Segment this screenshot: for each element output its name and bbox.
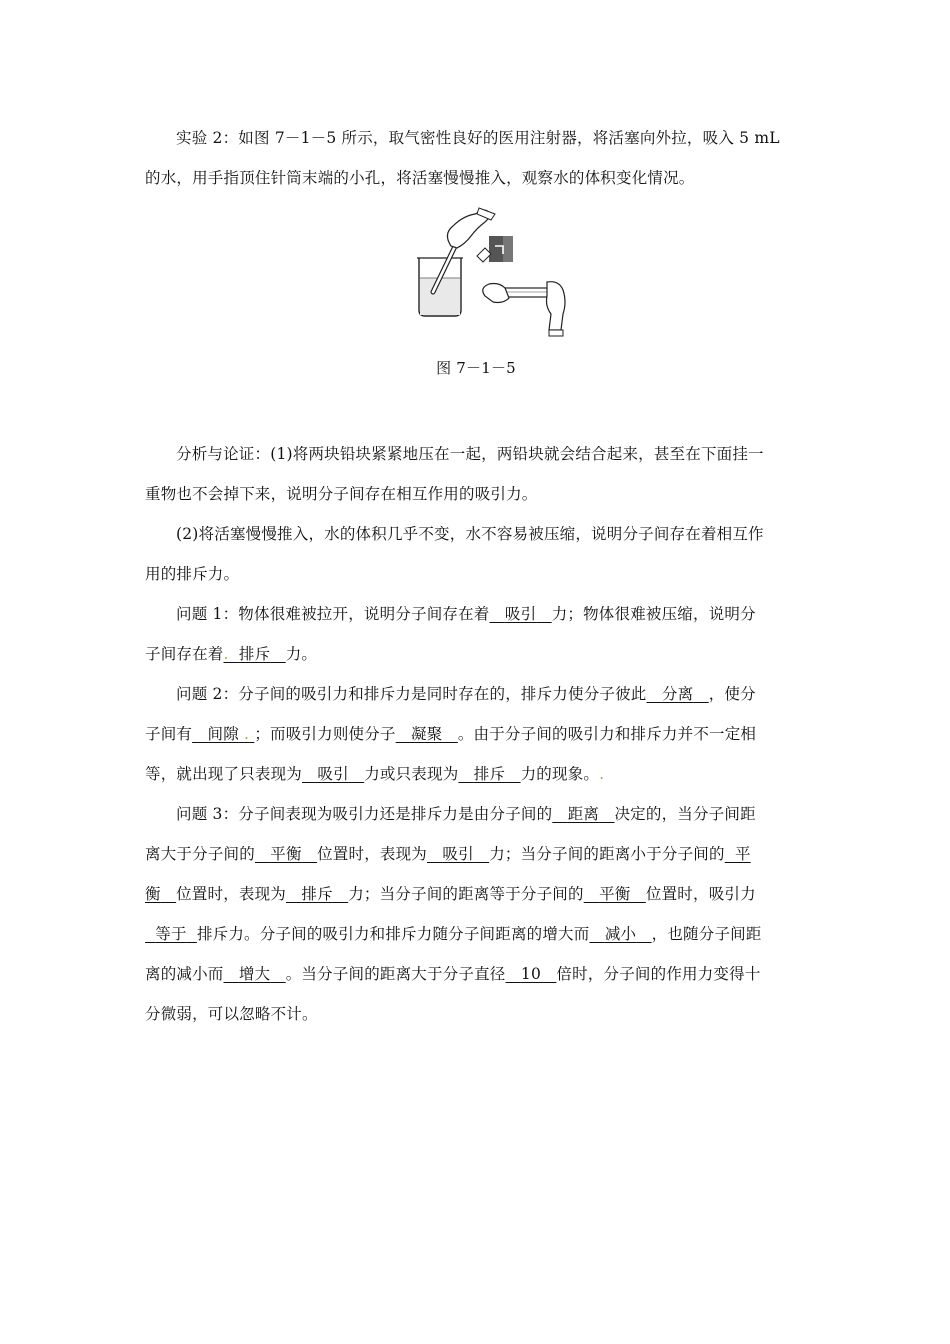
- question3-line1: [145, 794, 807, 834]
- q2-blank-2: 间隙 .: [207, 725, 250, 743]
- q3-text-j: 排斥力。分子间的吸引力和排斥力随分子间距离的增大而: [196, 925, 590, 943]
- q3-blank-4b: 衡: [145, 885, 161, 903]
- question3-line5: [145, 954, 807, 994]
- question1-line1: [145, 594, 807, 634]
- syringe-figure: [145, 206, 807, 356]
- q3-text-k: ，也随分子间距: [651, 925, 762, 943]
- q2-text-d: 子间有: [145, 725, 193, 743]
- analysis-p2-line2: 用的排斥力。: [145, 565, 240, 583]
- document-page: [145, 118, 807, 1034]
- q3-blank-2: 平衡: [270, 845, 302, 863]
- q3-blank-8: 减小: [604, 925, 637, 943]
- q1-text-e: 力。: [285, 645, 318, 663]
- q3-blank-9: 增大: [238, 965, 271, 983]
- q2-text-a: 问题 2：分子间的吸引力和排斥力是同时存在的，排斥力使分子彼此: [176, 685, 647, 703]
- question2-line1: [145, 674, 807, 714]
- question1-line2: [145, 634, 807, 674]
- q3-text-e: 位置时，表现为: [317, 845, 427, 863]
- q1-blank-2: . 排斥: [223, 645, 271, 663]
- q2-blank-3: 凝聚: [411, 725, 443, 743]
- q2-text-g: 等，就出现了只表现为: [145, 765, 303, 783]
- q3-text-m: 。当分子间的距离大于分子直径: [285, 965, 506, 983]
- question3-line3: [145, 874, 807, 914]
- q3-text-l: 离的减小而: [145, 965, 224, 983]
- analysis-p1-cont: [145, 474, 807, 514]
- q3-text-h: 力；当分子间的距离等于分子间的: [348, 885, 584, 903]
- q3-blank-1: 距离: [567, 805, 600, 823]
- q3-text-o: 分微弱，可以忽略不计。: [145, 1005, 318, 1023]
- analysis-p1-line1: 分析与论证：(1)将两块铅块紧紧地压在一起，两铅块就会结合起来，甚至在下面挂一: [176, 445, 764, 463]
- section-gap: [145, 380, 807, 434]
- q3-blank-10: 10: [520, 965, 542, 983]
- q2-blank-5: 排斥: [473, 765, 506, 783]
- experiment2-line1: 实验 2：如图 7－1－5 所示，取气密性良好的医用注射器，将活塞向外拉，吸入 5 mL: [176, 129, 780, 147]
- question3-line2: [145, 834, 807, 874]
- q2-text-c: ，使分: [708, 685, 756, 703]
- q1-text-d: 子间存在着: [145, 645, 224, 663]
- q3-blank-5: 排斥: [301, 885, 333, 903]
- q3-text-c: 决定的，当分子间距: [614, 805, 756, 823]
- question3-line4: [145, 914, 807, 954]
- analysis-p1-line2: 重物也不会掉下来，说明分子间存在相互作用的吸引力。: [145, 485, 538, 503]
- question2-line2: [145, 714, 807, 754]
- figure-caption: 图 7－1－5: [436, 359, 516, 377]
- q3-blank-7: 等于: [155, 925, 187, 943]
- q3-blank-4a: 平: [734, 845, 751, 863]
- analysis-p1: [145, 434, 807, 474]
- q3-text-a: 问题 3：分子间表现为吸引力还是排斥力是由分子间的: [176, 805, 553, 823]
- q2-blank-1: 分离: [661, 685, 694, 703]
- q3-text-d: 离大于分子间的: [145, 845, 255, 863]
- q3-text-g: 位置时，表现为: [176, 885, 286, 903]
- question3-line6: [145, 994, 807, 1034]
- q3-text-n: 倍时，分子间的作用力变得十: [556, 965, 761, 983]
- analysis-p2-cont: [145, 554, 807, 594]
- q2-text-f: 。由于分子间的吸引力和排斥力并不一定相: [457, 725, 757, 743]
- q1-text-c: 力；物体很难被压缩，说明分: [551, 605, 756, 623]
- q3-blank-6: 平衡: [599, 885, 631, 903]
- question2-line3: 等，就出现了只表现为 吸引 力或只表现为 排斥 力的现象。.: [145, 765, 605, 783]
- q2-blank-4: 吸引: [317, 765, 349, 783]
- analysis-p2-line1: (2)将活塞慢慢推入，水的体积几乎不变，水不容易被压缩，说明分子间存在着相互作: [176, 525, 764, 543]
- experiment2-line2: 的水，用手指顶住针筒末端的小孔，将活塞慢慢推入，观察水的体积变化情况。: [145, 169, 695, 187]
- q3-blank-3: 吸引: [442, 845, 474, 863]
- experiment2-paragraph: [145, 118, 807, 158]
- experiment2-paragraph-cont: [145, 158, 807, 198]
- q1-blank-1: 吸引: [504, 605, 537, 623]
- q3-text-f: 力；当分子间的距离小于分子间的: [489, 845, 725, 863]
- q2-text-h: 力或只表现为: [364, 765, 459, 783]
- q1-text-a: 问题 1：物体很难被拉开，说明分子间存在着: [176, 605, 490, 623]
- q2-text-e: ；而吸引力则使分子: [254, 725, 396, 743]
- syringe-illustration: [413, 206, 573, 338]
- analysis-p2: [145, 514, 807, 554]
- q2-text-i: 力的现象。: [520, 765, 600, 783]
- q3-text-i: 位置时，吸引力: [645, 885, 756, 903]
